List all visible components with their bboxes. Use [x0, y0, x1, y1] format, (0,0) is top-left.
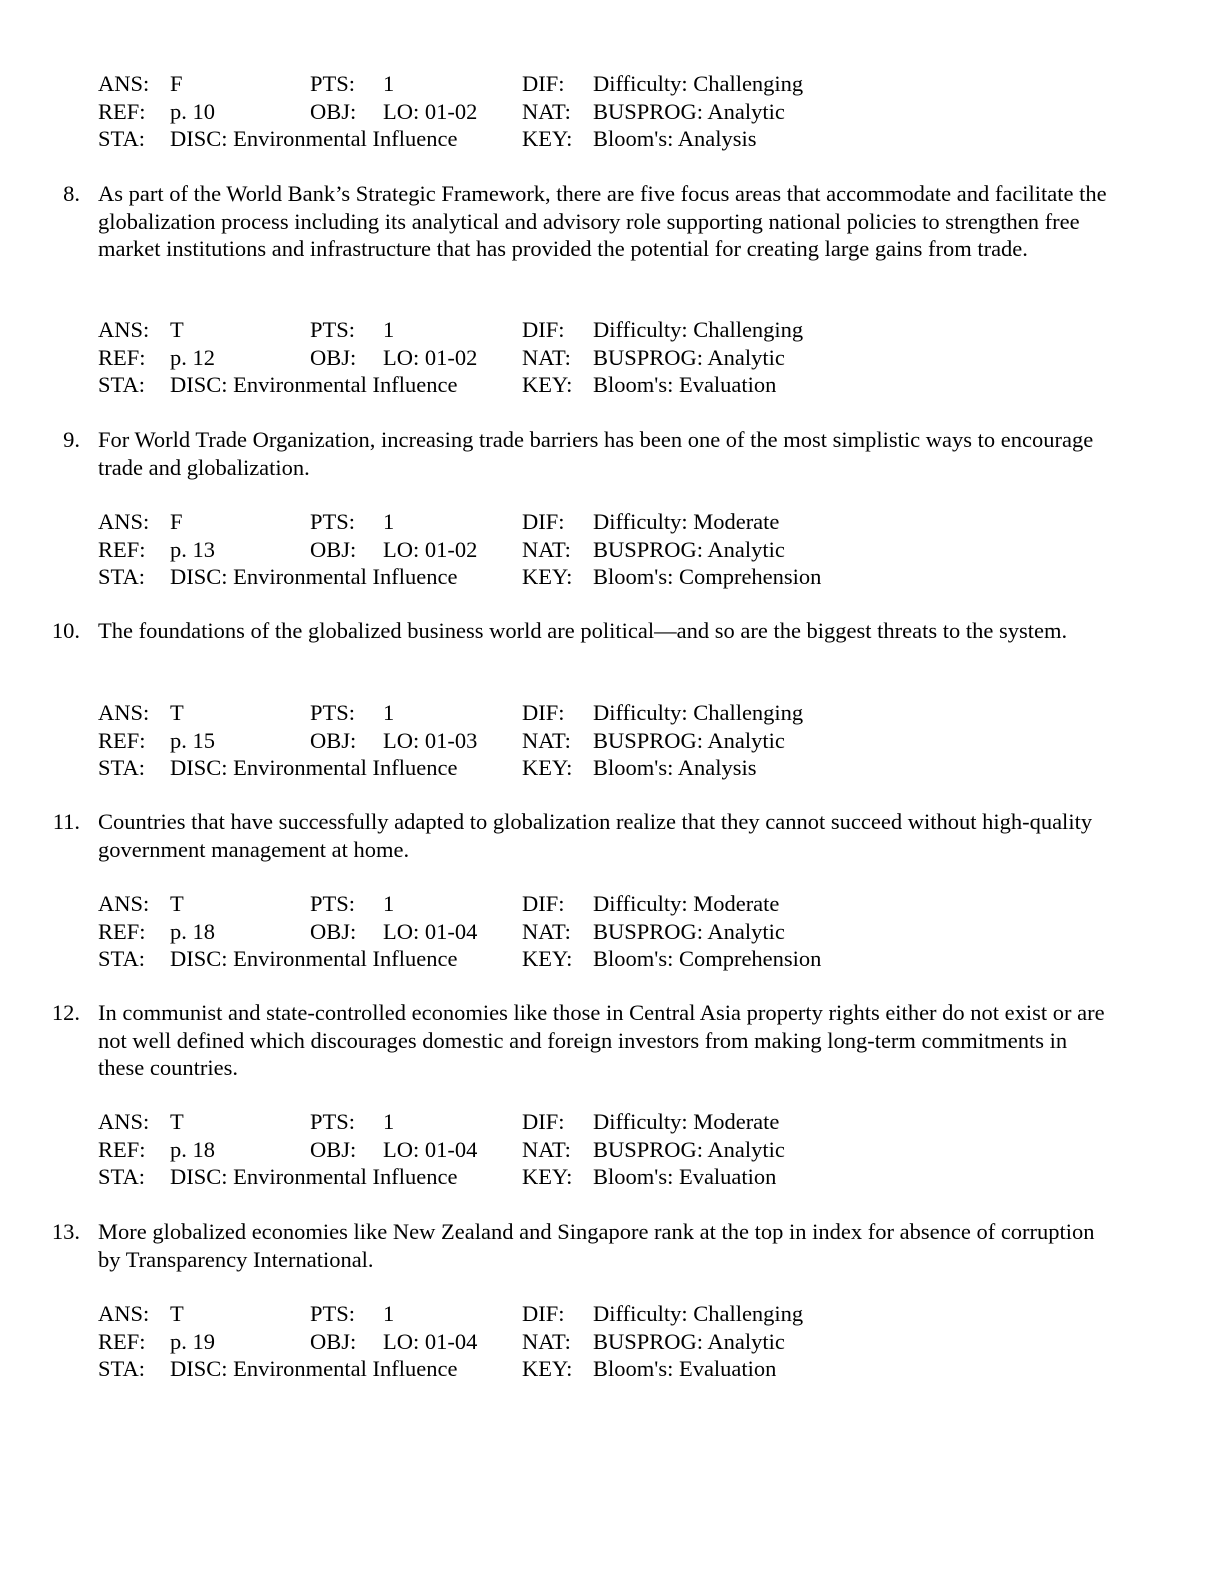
ans-value: T: [170, 891, 184, 916]
pts-value: 1: [383, 700, 395, 725]
dif-value: Difficulty: Challenging: [593, 1301, 804, 1326]
pts-value: 1: [383, 1301, 395, 1326]
obj-value: LO: 01-02: [383, 98, 478, 124]
sta-label: STA:: [98, 1164, 145, 1189]
nat-label: NAT:: [522, 344, 571, 370]
dif-label: DIF:: [522, 891, 565, 916]
nat-value: BUSPROG: Analytic: [593, 98, 785, 124]
answer-row: [0, 1300, 1224, 1328]
nat-value: BUSPROG: Analytic: [593, 1136, 785, 1162]
answer-block: [0, 70, 1224, 153]
ans-label: ANS:: [98, 891, 150, 916]
answer-row: [0, 316, 1224, 344]
pts-value: 1: [383, 1109, 395, 1134]
sta-label: STA:: [98, 372, 145, 397]
answer-row: [0, 1328, 1224, 1356]
answer-block: [0, 1300, 1224, 1383]
key-label: KEY:: [522, 1356, 573, 1381]
key-label: KEY:: [522, 126, 573, 151]
sta-value: DISC: Environmental Influence: [170, 755, 458, 780]
answer-row: [0, 727, 1224, 755]
answer-block: [0, 316, 1224, 399]
question-number: 12.: [51, 1000, 80, 1025]
dif-label: DIF:: [522, 71, 565, 96]
nat-value: BUSPROG: Analytic: [593, 1328, 785, 1354]
answer-row: [0, 536, 1224, 564]
nat-label: NAT:: [522, 1136, 571, 1162]
question-number: 11.: [52, 809, 80, 834]
key-label: KEY:: [522, 755, 573, 780]
answer-row: [0, 945, 1224, 973]
obj-value: LO: 01-04: [383, 1328, 478, 1354]
ref-label: REF:: [98, 727, 146, 753]
obj-label: OBJ:: [310, 536, 357, 562]
ans-value: T: [170, 1109, 184, 1134]
pts-label: PTS:: [310, 700, 356, 725]
key-value: Bloom's: Comprehension: [593, 564, 822, 589]
key-label: KEY:: [522, 1164, 573, 1189]
ans-label: ANS:: [98, 509, 150, 534]
sta-label: STA:: [98, 946, 145, 971]
question-number: 8.: [63, 181, 80, 206]
obj-label: OBJ:: [310, 1328, 357, 1354]
pts-label: PTS:: [310, 71, 356, 96]
obj-value: LO: 01-02: [383, 536, 478, 562]
question-text: More globalized economies like New Zealand and Singapore rank at the top in index for absence of corruption by Transparency International.: [98, 1219, 1095, 1272]
dif-value: Difficulty: Challenging: [593, 71, 804, 96]
answer-block: [0, 890, 1224, 973]
question-number: 9.: [63, 427, 80, 452]
ref-value: p. 18: [170, 1136, 215, 1162]
ref-label: REF:: [98, 1136, 146, 1162]
ans-value: T: [170, 1301, 184, 1326]
ref-label: REF:: [98, 1328, 146, 1354]
obj-value: LO: 01-02: [383, 344, 478, 370]
answer-row: [0, 1136, 1224, 1164]
question-text: The foundations of the globalized business world are political—and so are the biggest threats to the system.: [98, 618, 1068, 643]
nat-label: NAT:: [522, 536, 571, 562]
ans-value: F: [170, 71, 183, 96]
pts-value: 1: [383, 509, 395, 534]
ref-value: p. 15: [170, 727, 215, 753]
answer-row: [0, 98, 1224, 126]
sta-value: DISC: Environmental Influence: [170, 946, 458, 971]
ref-value: p. 13: [170, 536, 215, 562]
ans-value: T: [170, 317, 184, 342]
ref-label: REF:: [98, 98, 146, 124]
key-label: KEY:: [522, 564, 573, 589]
ref-label: REF:: [98, 536, 146, 562]
nat-label: NAT:: [522, 1328, 571, 1354]
answer-row: [0, 1355, 1224, 1383]
pts-value: 1: [383, 891, 395, 916]
obj-label: OBJ:: [310, 1136, 357, 1162]
answer-row: [0, 371, 1224, 399]
sta-value: DISC: Environmental Influence: [170, 1164, 458, 1189]
obj-value: LO: 01-04: [383, 918, 478, 944]
ans-label: ANS:: [98, 317, 150, 342]
ref-value: p. 10: [170, 98, 215, 124]
answer-row: [0, 125, 1224, 153]
pts-value: 1: [383, 317, 395, 342]
answer-row: [0, 563, 1224, 591]
sta-value: DISC: Environmental Influence: [170, 126, 458, 151]
answer-block: [0, 699, 1224, 782]
question-number: 10.: [51, 618, 80, 643]
obj-label: OBJ:: [310, 727, 357, 753]
key-value: Bloom's: Analysis: [593, 126, 757, 151]
key-label: KEY:: [522, 372, 573, 397]
dif-label: DIF:: [522, 700, 565, 725]
key-value: Bloom's: Evaluation: [593, 372, 777, 397]
key-value: Bloom's: Comprehension: [593, 946, 822, 971]
nat-label: NAT:: [522, 727, 571, 753]
nat-value: BUSPROG: Analytic: [593, 918, 785, 944]
obj-value: LO: 01-03: [383, 727, 478, 753]
ref-value: p. 12: [170, 344, 215, 370]
ref-value: p. 19: [170, 1328, 215, 1354]
dif-label: DIF:: [522, 1301, 565, 1326]
question-text: As part of the World Bank’s Strategic Framework, there are five focus areas that accommodate and facilitate the globalization process including its analytical and advisory role supporting national policies to strengthen free market institutions and infrastructure that has provided the potential for creating large gains from trade.: [98, 181, 1107, 261]
sta-label: STA:: [98, 1356, 145, 1381]
dif-value: Difficulty: Moderate: [593, 891, 780, 916]
dif-value: Difficulty: Moderate: [593, 509, 780, 534]
nat-value: BUSPROG: Analytic: [593, 536, 785, 562]
obj-label: OBJ:: [310, 918, 357, 944]
question-text: Countries that have successfully adapted to globalization realize that they cannot succeed without high-quality government management at home.: [98, 809, 1093, 862]
ans-value: F: [170, 509, 183, 534]
dif-label: DIF:: [522, 317, 565, 342]
nat-value: BUSPROG: Analytic: [593, 344, 785, 370]
nat-value: BUSPROG: Analytic: [593, 727, 785, 753]
sta-value: DISC: Environmental Influence: [170, 372, 458, 397]
nat-label: NAT:: [522, 98, 571, 124]
key-value: Bloom's: Analysis: [593, 755, 757, 780]
question-text: In communist and state-controlled economies like those in Central Asia property rights either do not exist or are not well defined which discourages domestic and foreign investors from making long-term commitments in these countries.: [98, 1000, 1105, 1080]
ans-label: ANS:: [98, 1301, 150, 1326]
ref-label: REF:: [98, 918, 146, 944]
answer-row: [0, 344, 1224, 372]
question-number: 13.: [51, 1219, 80, 1244]
question-text: For World Trade Organization, increasing trade barriers has been one of the most simplistic ways to encourage trade and globalization.: [98, 427, 1094, 480]
pts-label: PTS:: [310, 891, 356, 916]
answer-row: [0, 1163, 1224, 1191]
key-value: Bloom's: Evaluation: [593, 1164, 777, 1189]
pts-label: PTS:: [310, 509, 356, 534]
sta-value: DISC: Environmental Influence: [170, 564, 458, 589]
sta-label: STA:: [98, 755, 145, 780]
obj-label: OBJ:: [310, 98, 357, 124]
nat-label: NAT:: [522, 918, 571, 944]
ref-value: p. 18: [170, 918, 215, 944]
sta-label: STA:: [98, 564, 145, 589]
pts-label: PTS:: [310, 1301, 356, 1326]
dif-value: Difficulty: Moderate: [593, 1109, 780, 1134]
key-value: Bloom's: Evaluation: [593, 1356, 777, 1381]
ans-label: ANS:: [98, 71, 150, 96]
ans-label: ANS:: [98, 1109, 150, 1134]
dif-label: DIF:: [522, 509, 565, 534]
dif-value: Difficulty: Challenging: [593, 700, 804, 725]
key-label: KEY:: [522, 946, 573, 971]
answer-row: [0, 70, 1224, 98]
dif-label: DIF:: [522, 1109, 565, 1134]
ref-label: REF:: [98, 344, 146, 370]
answer-row: [0, 918, 1224, 946]
ans-value: T: [170, 700, 184, 725]
ans-label: ANS:: [98, 700, 150, 725]
sta-label: STA:: [98, 126, 145, 151]
pts-label: PTS:: [310, 1109, 356, 1134]
answer-block: [0, 508, 1224, 591]
dif-value: Difficulty: Challenging: [593, 317, 804, 342]
answer-row: [0, 508, 1224, 536]
answer-row: [0, 1108, 1224, 1136]
answer-block: [0, 1108, 1224, 1191]
obj-label: OBJ:: [310, 344, 357, 370]
pts-value: 1: [383, 71, 395, 96]
sta-value: DISC: Environmental Influence: [170, 1356, 458, 1381]
answer-row: [0, 890, 1224, 918]
answer-row: [0, 754, 1224, 782]
obj-value: LO: 01-04: [383, 1136, 478, 1162]
answer-row: [0, 699, 1224, 727]
pts-label: PTS:: [310, 317, 356, 342]
